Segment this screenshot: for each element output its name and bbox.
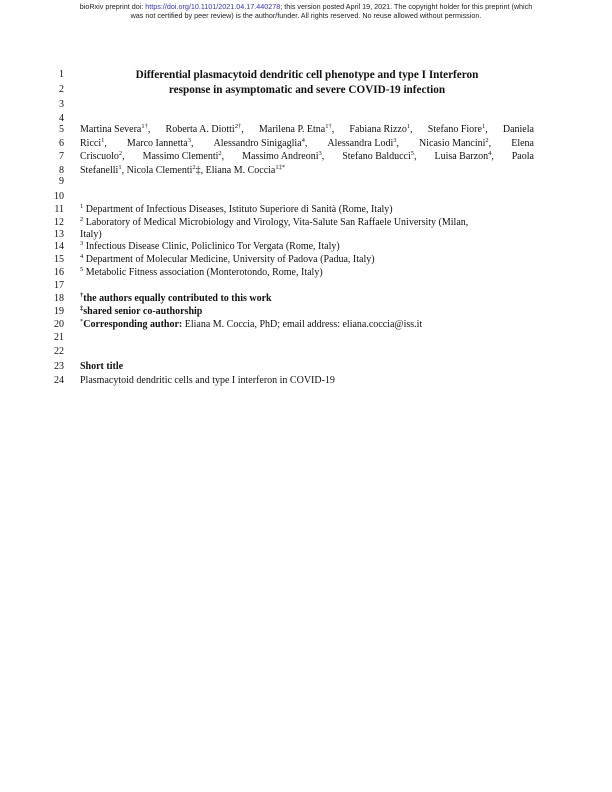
line-number: 24 — [54, 375, 64, 386]
author-line-2 — [80, 138, 534, 150]
header-line-2: was not certified by peer review) is the author/funder. All rights reserved. No reuse allowed without permission. — [130, 10, 482, 20]
affiliation-3: $^3$ Infectious Disease Clinic, Policlinico Tor Vergata (Rome, Italy) — [80, 240, 340, 252]
author: Marilena P. Etna$^{1\dagger}$, — [258, 123, 335, 135]
author: Elena — [511, 138, 534, 149]
affiliation-2-continued: Italy) — [80, 229, 102, 240]
equal-contribution-note: †the authors equally contributed to this work — [80, 292, 272, 304]
author: Ricci$^1$, — [80, 137, 107, 149]
doi-link[interactable]: https://doi.org/10.1101/2021.04.17.440278 — [145, 2, 281, 11]
line-number: 18 — [54, 293, 64, 304]
author: Luisa Barzon$^4$, — [434, 150, 494, 162]
author-line-3 — [80, 151, 534, 163]
author: Stefano Balducci$^5$, — [342, 150, 417, 162]
line-number: 2 — [59, 84, 64, 95]
author: Stefanelli$^1$, — [80, 164, 125, 176]
line-number: 10 — [54, 191, 64, 202]
line-number: 16 — [54, 267, 64, 278]
author-line-1 — [80, 124, 534, 136]
short-title-heading: Short title — [80, 361, 124, 372]
affiliation-1: $^1$ Department of Infectious Diseases, Istituto Superiore di Sanità (Rome, Italy) — [80, 203, 393, 215]
affiliation-2: $^2$ Laboratory of Medical Microbiology and Virology, Vita-Salute San Raffaele University (Milan, — [80, 216, 469, 228]
line-number: 6 — [59, 138, 64, 149]
author: Roberta A. Diotti$^{2\dagger}$, — [165, 123, 244, 135]
author: Nicola Clementi$^2$‡, — [126, 164, 204, 176]
author: Nicasio Mancini$^2$, — [419, 137, 492, 149]
author: Martina Severa$^{1\dagger}$, — [80, 123, 151, 135]
line-number: 14 — [54, 241, 64, 252]
author: Criscuolo$^2$, — [80, 150, 125, 162]
line-number: 3 — [59, 99, 64, 110]
line-number: 20 — [54, 319, 64, 330]
author: Paola — [511, 151, 534, 162]
short-title-text: Plasmacytoid dendritic cells and type I interferon in COVID-19 — [80, 375, 335, 386]
paper-title-line-2: response in asymptomatic and severe COVID-19 infection — [168, 84, 446, 96]
author: Marco Iannetta$^3$, — [126, 137, 194, 149]
line-number: 9 — [59, 176, 64, 187]
author: Alessandra Lodi$^3$, — [327, 137, 399, 149]
author-line-4 — [80, 165, 534, 177]
author: Fabiana Rizzo$^1$, — [349, 123, 413, 135]
line-number: 21 — [54, 332, 64, 343]
line-number: 4 — [59, 113, 64, 124]
author: Massimo Clementi$^2$, — [142, 150, 225, 162]
author: Massimo Andreoni$^3$, — [242, 150, 325, 162]
header-prefix: bioRxiv preprint doi: — [79, 2, 146, 11]
author: Eliana M. Coccia$^{1\ddagger*}$ — [205, 164, 286, 176]
line-number: 11 — [54, 204, 64, 215]
line-number: 17 — [54, 280, 64, 291]
line-number: 13 — [54, 229, 64, 240]
paper-title-line-1: Differential plasmacytoid dendritic cell phenotype and type I Interferon — [135, 69, 479, 81]
corresponding-author-note: *Corresponding author: Eliana M. Coccia, PhD; email address: eliana.coccia@iss.it — [80, 318, 423, 330]
line-number: 1 — [59, 69, 64, 80]
line-number: 23 — [54, 361, 64, 372]
line-number: 19 — [54, 306, 64, 317]
author: Stefano Fiore$^1$, — [427, 123, 488, 135]
line-number: 12 — [54, 217, 64, 228]
header-suffix: ; this version posted April 19, 2021. The copyright holder for this preprint (which — [280, 2, 533, 11]
line-number: 15 — [54, 254, 64, 265]
line-number: 5 — [59, 124, 64, 135]
line-number: 8 — [59, 165, 64, 176]
author: Alessandro Sinigaglia$^4$, — [213, 137, 308, 149]
senior-authorship-note: ‡shared senior co-authorship — [80, 305, 203, 317]
line-number: 7 — [59, 151, 64, 162]
author: Daniela — [502, 124, 534, 135]
affiliation-5: $^5$ Metabolic Fitness association (Monterotondo, Rome, Italy) — [80, 266, 323, 278]
affiliation-4: $^4$ Department of Molecular Medicine, University of Padova (Padua, Italy) — [80, 253, 375, 265]
line-number: 22 — [54, 346, 64, 357]
preprint-header — [20, 3, 592, 21]
